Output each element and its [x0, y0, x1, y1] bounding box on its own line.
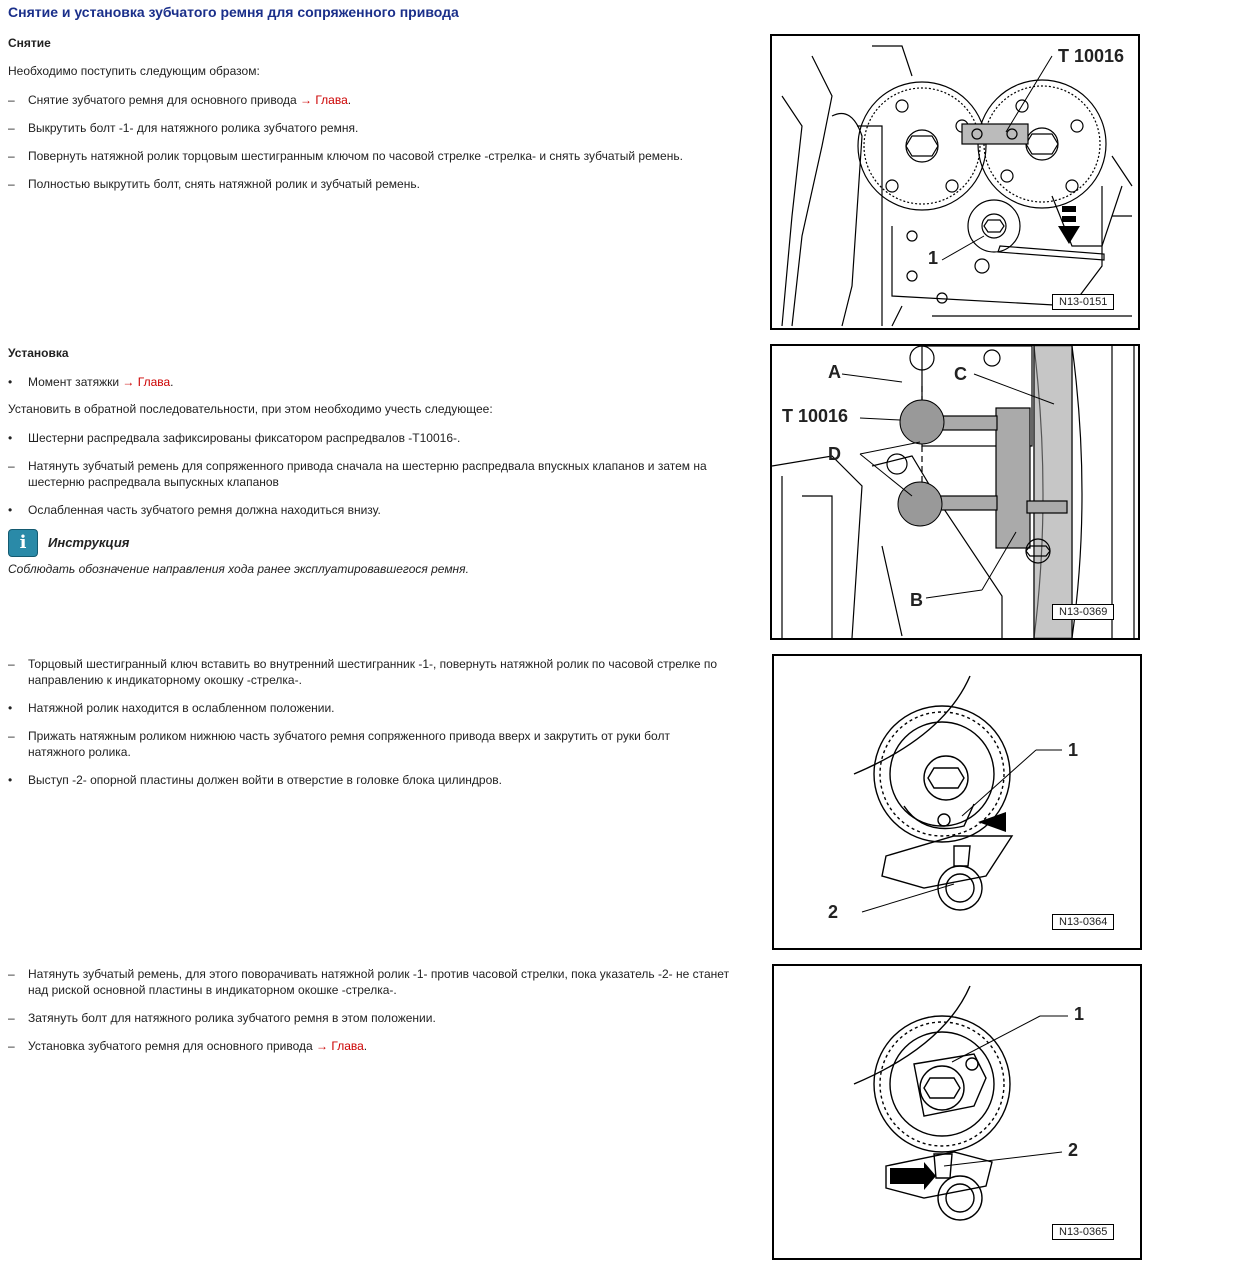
list-item-text: Полностью выкрутить болт, снять натяжной ролик и зубчатый ремень.	[28, 177, 420, 191]
note-title: Инструкция	[48, 535, 130, 550]
note-text: Соблюдать обозначение направления хода ранее эксплуатировавшегося ремня.	[8, 562, 469, 576]
list-item	[8, 120, 748, 136]
list-marker: –	[8, 1011, 15, 1025]
info-icon	[8, 529, 38, 557]
list-item	[8, 656, 728, 688]
list-marker: •	[8, 431, 13, 445]
figure-camshaft-lock	[770, 344, 1140, 640]
chapter-link[interactable]: → Глава	[300, 93, 348, 107]
list-item	[8, 772, 748, 788]
figure-label-2: 2	[828, 902, 839, 922]
list-item	[8, 176, 748, 192]
tensioner-tightened-drawing	[774, 966, 1140, 1258]
list-marker: –	[8, 729, 15, 743]
list-item-text: Повернуть натяжной ролик торцовым шестигранным ключом по часовой стрелке -стрелка- и снять зубчатый ремень.	[28, 149, 683, 163]
figure-label-c: C	[954, 364, 967, 384]
list-item-text: Затянуть болт для натяжного ролика зубчатого ремня в этом положении.	[28, 1011, 436, 1025]
chapter-link[interactable]: → Глава	[122, 375, 171, 389]
figure-label-d: D	[828, 444, 841, 464]
list-item	[8, 148, 748, 164]
list-item-text: Натянуть зубчатый ремень для сопряженного привода сначала на шестерню распредвала впускных клапанов и затем на шестерню распредвала выпускных клапанов	[28, 459, 707, 489]
list-item	[8, 92, 748, 108]
list-marker: –	[8, 121, 15, 135]
figure-code: N13-0369	[1052, 604, 1114, 620]
figure-camshaft-gears	[770, 34, 1140, 330]
list-marker: –	[8, 459, 15, 473]
list-item	[8, 966, 748, 998]
list-item-text: Снятие зубчатого ремня для основного привода	[28, 93, 300, 107]
list-marker: •	[8, 503, 13, 517]
figure-code: N13-0365	[1052, 1224, 1114, 1240]
list-marker: •	[8, 773, 13, 787]
installation-intro: Установить в обратной последовательности, при этом необходимо учесть следующее:	[8, 402, 493, 416]
list-item	[8, 1010, 748, 1026]
figure-label-tool: T 10016	[1058, 46, 1125, 66]
figure-label-1: 1	[1068, 740, 1079, 760]
figure-tensioner-loosened	[772, 654, 1142, 950]
figure-label-1: 1	[928, 248, 939, 268]
chapter-link[interactable]: → Глава	[316, 1039, 364, 1053]
removal-heading: Снятие	[8, 36, 51, 50]
list-item	[8, 458, 748, 490]
list-item-text: Выступ -2- опорной пластины должен войти в отверстие в головке блока цилиндров.	[28, 773, 502, 787]
list-item-text: Момент затяжки	[28, 375, 123, 389]
list-item-tail: .	[170, 375, 174, 389]
camshaft-gears-drawing	[772, 36, 1138, 328]
list-item-tail: .	[347, 93, 352, 107]
list-marker: –	[8, 93, 15, 107]
figure-label-1: 1	[1074, 1004, 1085, 1024]
removal-intro: Необходимо поступить следующим образом:	[8, 64, 260, 78]
list-marker: •	[8, 375, 13, 389]
list-item	[8, 430, 748, 446]
list-item-text: Торцовый шестигранный ключ вставить во внутренний шестигранник -1-, повернуть натяжной ролик по часовой стрелке по направлению к индикаторному окошку -стрелка-.	[28, 657, 718, 687]
list-item	[8, 374, 748, 390]
figure-tensioner-tightened	[772, 964, 1142, 1260]
list-marker: –	[8, 149, 15, 163]
list-marker: –	[8, 1039, 15, 1053]
list-item	[8, 1038, 748, 1054]
list-marker: –	[8, 657, 15, 671]
page-title: Снятие и установка зубчатого ремня для сопряженного привода	[8, 4, 459, 20]
figure-code: N13-0151	[1052, 294, 1114, 310]
list-item	[8, 502, 748, 518]
figure-label-tool: T 10016	[782, 406, 849, 426]
camshaft-lock-drawing	[772, 346, 1138, 638]
figure-label-b: B	[910, 590, 923, 610]
list-item-text: Установка зубчатого ремня для основного привода	[28, 1039, 317, 1053]
figure-label-2: 2	[1068, 1140, 1079, 1160]
list-marker: •	[8, 701, 13, 715]
list-marker: –	[8, 967, 15, 981]
list-item	[8, 700, 748, 716]
list-item-text: Ослабленная часть зубчатого ремня должна находиться внизу.	[28, 503, 381, 517]
info-icon-glyph: i	[19, 532, 27, 553]
installation-heading: Установка	[8, 346, 69, 360]
figure-code: N13-0364	[1052, 914, 1114, 930]
list-item-text: Шестерни распредвала зафиксированы фиксатором распредвалов -T10016-.	[28, 431, 461, 445]
list-item-text: Прижать натяжным роликом нижнюю часть зубчатого ремня сопряженного привода вверх и закрутить от руки болт натяжного ролика.	[28, 729, 670, 759]
list-item	[8, 728, 728, 760]
list-item-text: Выкрутить болт -1- для натяжного ролика зубчатого ремня.	[28, 121, 359, 135]
figure-label-a: A	[828, 362, 841, 382]
list-item-text: Натяжной ролик находится в ослабленном положении.	[28, 701, 335, 715]
list-item-text: Натянуть зубчатый ремень, для этого поворачивать натяжной ролик -1- против часовой стрелки, пока указатель -2- не станет над риской основной пластины в индикаторном окошке -стрелка-.	[28, 967, 730, 997]
list-marker: –	[8, 177, 15, 191]
list-item-tail: .	[363, 1039, 368, 1053]
